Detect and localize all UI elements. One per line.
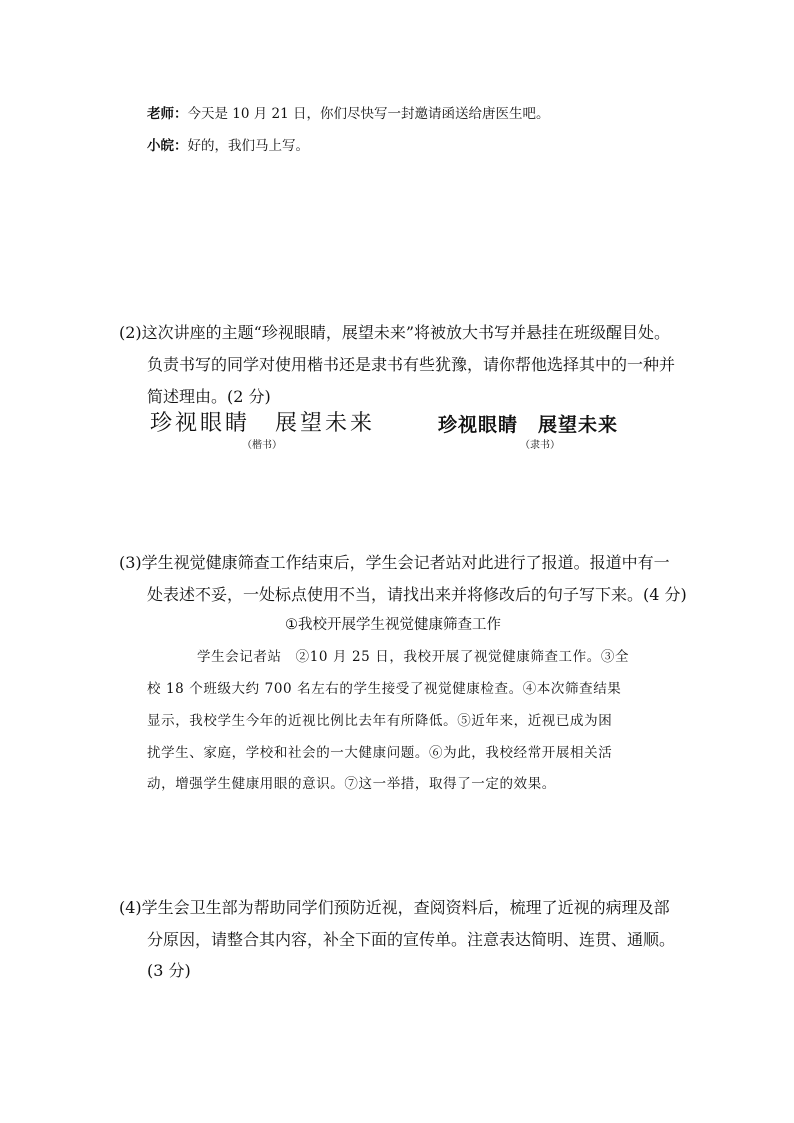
q3-line-2: 处表述不妥，一处标点使用不当，请找出来并将修改后的句子写下来。(4 分) [147,585,687,604]
lishu-calligraphy: 珍视眼睛 展望未来 [438,414,619,436]
dialogue-text-teacher: 今天是 10 月 21 日，你们尽快写一封邀请函送给唐医生吧。 [187,106,550,122]
speaker-teacher: 老师： [147,106,188,122]
dialogue-line-teacher [147,102,550,122]
article-line-5: 动，增强学生健康用眼的意识。⑦这一举措，取得了一定的效果。 [147,776,556,792]
article-line-2: 校 18 个班级大约 700 名左右的学生接受了视觉健康检查。④本次筛查结果 [147,681,622,697]
article-line-1 [147,645,629,665]
dialogue-text-student: 好的，我们马上写。 [187,138,309,154]
article-line-1-text: ②10 月 25 日，我校开展了视觉健康筛查工作。③全 [295,649,630,665]
q4-line-2: 分原因，请整合其内容，补全下面的宣传单。注意表达简明、连贯、通顺。 [147,930,676,949]
article-line-4: 扰学生、家庭，学校和社会的一大健康问题。⑥为此，我校经常开展相关活 [147,745,613,761]
kaishu-caption: （楷书） [242,440,282,451]
q2-line-1: (2)这次讲座的主题“珍视眼睛，展望未来”将被放大书写并悬挂在班级醒目处。 [119,323,671,342]
q4-line-3: (3 分) [147,961,191,980]
q2-line-2: 负责书写的同学对使用楷书还是隶书有些犹豫，请你帮他选择其中的一种并 [147,355,676,374]
lishu-caption: （隶书） [520,440,560,451]
q3-line-1: (3)学生视觉健康筛查工作结束后，学生会记者站对此进行了报道。报道中有一 [119,553,670,572]
kaishu-calligraphy: 珍视眼睛 展望未来 [150,411,376,436]
speaker-student: 小皖： [147,138,188,154]
dialogue-line-student [147,134,309,154]
article-line-3: 显示，我校学生今年的近视比例比去年有所降低。⑤近年来，近视已成为困 [147,713,613,729]
article-title: ①我校开展学生视觉健康筛查工作 [285,617,501,633]
article-byline: 学生会记者站 [197,649,282,665]
q2-line-3: 简述理由。(2 分) [147,387,271,406]
q4-line-1: (4)学生会卫生部为帮助同学们预防近视，查阅资料后，梳理了近视的病理及部 [119,898,670,917]
